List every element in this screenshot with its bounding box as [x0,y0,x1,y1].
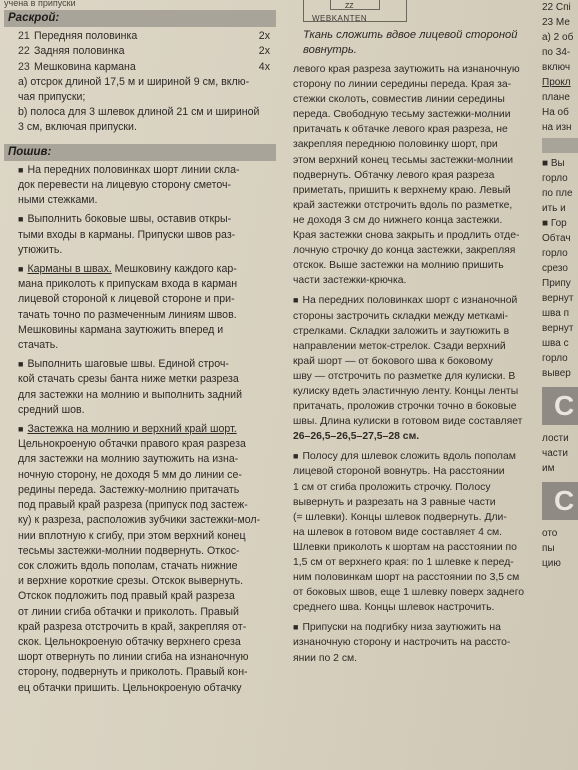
right-fragment-line: цию [542,558,561,569]
sew-paragraph-3 [4,262,276,353]
cut-item-row [4,44,276,59]
mid-paragraph-2 [289,293,535,444]
right-fragment-line: горло [542,248,568,259]
cut-item-number: 21 [18,30,30,43]
drawstring-length: 26–26,5–26,5–27,5–28 см. [293,431,420,443]
right-fragment-line: лости [542,433,569,444]
right-section-head [542,138,578,153]
pockets-subheading: Карманы в швах. [27,263,112,276]
right-fragment-line: 22 Спі [542,2,571,13]
right-fragment-line: плане [542,92,570,103]
diagram-mark: ZZ [345,3,354,10]
right-lines-c [542,431,578,476]
top-strip-text: учена в припуски [4,0,76,8]
fold-diagram [303,0,407,22]
sew-paragraph-1: ■ На передних половинках шорт линии скла- док перевести на лицевую сторону сметоч- ными стежками. [4,163,276,209]
right-fragment-line: шва с [542,338,569,349]
cut-item-qty: 2х [258,45,270,58]
right-fragment-line: по пле [542,188,573,199]
cut-heading: Раскрой: [4,10,276,27]
cut-item-qty: 4х [258,60,270,73]
sew-paragraph-2: ■ Выполнить боковые швы, оставив откры- тыми входы в карманы. Припуски швов раз- утюжить. [4,212,276,258]
zipper-subheading-line [4,422,276,437]
right-fragment-line: им [542,463,555,474]
cut-item-b: b) полоса для 3 шлевок длиной 21 см и шириной 3 см, включая припуски. [18,106,260,134]
right-fragment-line: на изн [542,122,572,133]
sew-paragraph-5: Цельнокроеную обтачки правого края разреза для застежки на молнию заутюжить на изна- ночную сторону, не доходя 5 мм до линии се- редины переда. Застежку-молнию притачать под правый край разреза (припуск под застеж- ку) к разреза, расположив зубчики застежки-мол- нии вплотную к сгибу, при этом верхний конец тесьмы застежки-молнии подвернуть. Откос- сок сложить вдоль пополам, стачать нижние и верхние короткие срезы. Отскок вывернуть. Отскок подложить под правый край разреза от линии сгиба обтачки и приколоть. Правый край разреза отстрочить в край, закрепляя от- скок. Цельнокроеную обтачку верхнего среза шорт отвернуть по линии сгиба на изнаночную сторону, подвернуть и приколоть. Правый кон- ец обтачки пришить. Цельнокроеную обтачку [18,438,261,694]
middle-column [289,0,535,666]
sew-paragraph-3-text: Мешковину каждого кар- мана приколоть к припускам входа в карман лицевой стороной к лицевой стороне и при- тачать точно по размеченным линиям швов. Мешковины кармана заутюжить вперед и стачать. [18,263,238,352]
cut-item-number: 23 [18,60,30,73]
mid-paragraph-1: левого края разреза заутюжить на изнаночную сторону по линии середины переда. Края за- стежки сколоть, совместив линии середины переда. Свободную тесьму застежки-молнии притачать к обтачке левого края разреза, не закрепляя переднюю половинку шорт, при этом верхний конец тесьмы застежки-молнии подвернуть. Обтачку левого края разреза приметать, пришить к верхнему краю. Левый край застежки отстрочить вдоль по разметке, не доходя 3 см до нижнего конца застежки. Края застежки снова закрыть и продлить отде- лочную строчку до конца застежки, закрепляя отскок. Выше застежки на молнию пришить части застежки-крючка. [293,64,520,287]
right-fragment-line: части [542,448,568,459]
cut-item-row [4,60,276,75]
right-column [542,0,578,571]
mid-paragraph-4: ■ Припуски на подгибку низа заутюжить на изнаночную сторону и настрочить на рассто- янии по 2 см. [289,620,535,665]
right-fragment-line: включ [542,62,571,73]
right-lines-mid [542,90,578,135]
zipper-subheading: Застежка на молнию и верхний край шорт. [27,423,237,436]
section-badge-2: С [542,482,578,520]
cut-item-name: Задняя половинка [34,45,125,58]
right-fragment-line: горло [542,173,568,184]
right-fragment-line: по 34- [542,47,571,58]
right-fragment-line: вернут [542,323,574,334]
cut-item-name: Передняя половинка [34,30,138,43]
cut-item-a: а) отсрок длиной 17,5 м и шириной 9 см, вклю- чая припуски; [18,75,250,104]
right-fragment-line: ■ Гор [542,218,567,229]
right-fragment-line: срезо [542,263,568,274]
mid-paragraph-2-text: На передних половинках шорт с изнаночной стороны застрочить складки между меткамі- стрелками. Складки заложить и заутюжить в направлении меток-стрелок. Сзади верхний край шорт — от бокового шва к боковому шву — отстрочить по разметке для кулиски. В кулиску вдеть эластичную ленту. Концы ленты притачать, проложив строчки точно в боковые швы. Длина кулиски в готовом виде составляет [293,295,523,428]
right-fragment-line: горло [542,353,568,364]
right-fragment-line: а) 2 об [542,32,574,43]
right-lines-d [542,526,578,571]
right-fragment-line: пы [542,543,555,554]
cut-item-qty: 2х [258,30,270,43]
right-fragment-line: вернут [542,293,574,304]
mid-paragraph-3: ■ Полосу для шлевок сложить вдоль пополам лицевой стороной вовнутрь. На расстоянии 1 см от сгиба проложить строчку. Полосу вывернуть и разрезать на 3 равные части (= шлевки). Концы шлевок подвернуть. Дли- на шлевок в готовом виде составляет 4 см. Шлевки приколоть к шортам на расстоянии по 1,5 см от верхнего края: по 1 шлевке к перед- ним половинкам шорт на расстоянии по 3,5 см от боковых швов, еще 1 шлевку поверх заднего среднего шва. Концы шлевок настрочить. [289,449,535,615]
cut-item-row [4,29,276,44]
right-fragment-line: 23 Ме [542,17,570,28]
right-fragment-line: Припу [542,278,571,289]
cut-item-number: 22 [18,45,30,58]
cut-list [4,29,276,75]
right-lines-top [542,0,578,75]
left-column [4,0,276,696]
right-fragment-line: ■ Вы [542,158,565,169]
diagram-caption: Ткань сложить вдвое лицевой стороной вовнутрь. [303,29,518,56]
fold-diagram-inner [330,0,380,10]
sew-paragraph-4: ■ Выполнить шаговые швы. Единой строч- кой стачать срезы банта ниже метки разреза для застежки на молнию и выполнить задний средний шов. [4,357,276,418]
right-underlined: Прокл [542,77,571,88]
cut-item-name: Мешковина кармана [34,60,136,73]
section-badge-1: С [542,387,578,425]
right-fragment-line: вывер [542,368,571,379]
right-fragment-line: ить и [542,203,566,214]
right-fragment-line: На об [542,107,569,118]
right-lines-b [542,156,578,381]
selvage-label: WEBKANTEN [312,14,368,23]
right-fragment-line: шва п [542,308,569,319]
right-fragment-line: ото [542,528,558,539]
sew-heading: Пошив: [4,144,276,161]
right-fragment-line: Обтач [542,233,571,244]
